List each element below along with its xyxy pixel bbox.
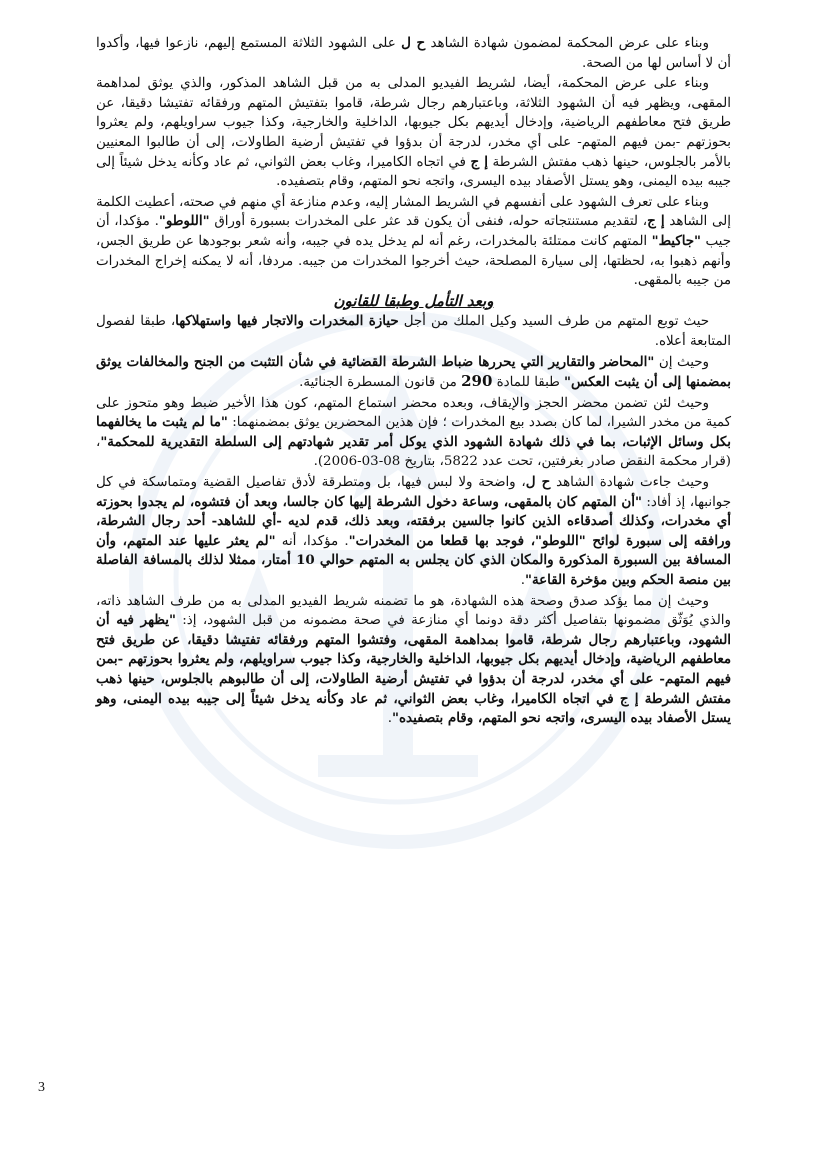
paragraph-2: وبناء على عرض المحكمة، أيضا، لشريط الفيديو المدلى به من قبل الشاهد المذكور، والذي يوثق لمداهمة المقهى، ويظهر فيه أن الشهود الثلاثة، وباعتبارهم رجال شرطة، قاموا بتفتيش المتهم ورفقائه تفتيشا دقيقا، عن طريق فتح معاطفهم الرياضية، وإدخال أيديهم بكل جيوبها، الداخلية والخارجية، وكذا جيوب سراويلهم، ولم يعثروا بحوزتهم -بمن فيهم المتهم- على أي مخدر، لدرجة أن بدؤوا في تفتيش أرضية الطاولات، إلى أن طالبوا المعنيين بالأمر بالجلوس، حينها ذهب مفتش الشرطة إ ج في اتجاه الكاميرا، وغاب بعض الثواني، ثم عاد وكأنه يدخل شيئاً إلى جيبه بيده اليمنى، وهو يستل الأصفاد بيده اليسرى، واتجه نحو المتهم، وقام بتصفيده. (96, 76, 731, 190)
judgment-page-body (96, 34, 731, 729)
paragraph-5: حيث توبع المتهم من طرف السيد وكيل الملك من أجل حيازة المخدرات والاتجار فيها واستهلاكها، طبقا لفصول المتابعة أعلاه. (96, 313, 731, 349)
paragraph-3: وبناء على تعرف الشهود على أنفسهم في الشريط المشار إليه، وعدم منازعة أي منهم في صحته، أعطيت الكلمة إلى الشاهد إ ج، لتقديم مستنتجاته حوله، فنفى أن يكون قد عثر على المخدرات بسبورة أوراق "اللوطو". مؤكدا، أن جيب "جاكيط" المتهم كانت ممتلئة بالمخدرات، رغم أنه لم يدخل يده في جيبه، وأنه شعر بوجودها عن طريق الجس، وأنهم ذهبوا به، لحظتها، إلى سيارة المصلحة، حيث أخرجوا المخدرات من جيبه. مردفا، أنه لا يمكنه إخراج المخدرات من جيبه بالمقهى. (96, 194, 731, 289)
paragraph-7: وحيث لئن تضمن محضر الحجز والإيقاف، وبعده محضر استماع المتهم، كون هذا الأخير ضبط وهو متحوز على كمية من مخدر الشيرا، لما كان بصدد بيع المخدرات ؛ فإن هذين المحضرين يوثق بمضمنهما: "ما لم يثبت ما يخالفهما بكل وسائل الإثبات، بما في ذلك شهادة الشهود الذي يوكل أمر تقدير شهادتهم إلى السلطة التقديرية للمحكمة"، (قرار محكمة النقض صادر بغرفتين، تحت عدد 5822، بتاريخ 08-03-2006). (96, 395, 731, 470)
page-number: 3 (38, 1080, 45, 1095)
paragraph-9: وحيث إن مما يؤكد صدق وصحة هذه الشهادة، هو ما تضمنه شريط الفيديو المدلى به من طرف الشاهد ذاته، والذي يُوَثّق مضمونها بتفاصيل أكثر دقة دونما أي منازعة في صحة مضمونه من قبل الشهود، إذ: "يظهر فيه أن الشهود، وباعتبارهم رجال شرطة، قاموا بمداهمة المقهى، وفتشوا المتهم ورفقائه تفتيشا دقيقا، عن طريق فتح معاطفهم الرياضية، وإدخال أيديهم بكل جيوبها، الداخلية والخارجية، وكذا جيوب سراويلهم، ولم يعثروا بحوزتهم -بمن فيهم المتهم- على أي مخدر، لدرجة أن بدؤوا في تفتيش أرضية الطاولات، إلى أن طالبوهم بالجلوس، حينها ذهب مفتش الشرطة إ ج في اتجاه الكاميرا، وغاب بعض الثواني، ثم عاد وكأنه يدخل شيئاً إلى جيبه بيده اليمنى، وهو يستل الأصفاد بيده اليسرى، واتجه نحو المتهم، وقام بتصفيده". (96, 593, 731, 727)
paragraph-6: وحيث إن "المحاضر والتقارير التي يحررها ضباط الشرطة القضائية في شأن التثبت من الجنح والمخالفات يوثق بمضمنها إلى أن يثبت العكس" طبقا للمادة 290 من قانون المسطرة الجنائية. (96, 353, 731, 391)
section-heading: وبعد التأمل وطبقا للقانون (333, 291, 494, 310)
paragraph-1: وبناء على عرض المحكمة لمضمون شهادة الشاهد ح ل على الشهود الثلاثة المستمع إليهم، نازعوا فيها، وأكدوا أن لا أساس لها من الصحة. (96, 35, 731, 71)
paragraph-8: وحيث جاءت شهادة الشاهد ح ل، واضحة ولا لبس فيها، بل ومتطرقة لأدق تفاصيل القضية ومتماسكة في كل جوانبها، إذ أفاد: "أن المتهم كان بالمقهى، وساعة دخول الشرطة إليها كان جالسا، وبعد أن فتشوه، لم يجدوا بحوزته أي مخدرات، وكذلك أصدقاءه الذين كانوا جالسين برفقته، وبعد ذلك، قدم لديه -أي للشاهد- أحد رجال الشرطة، ورافقه إلى سبورة لوائح "اللوطو"، فوجد بها قطعا من المخدرات". مؤكدا، أنه "لم يعثر عليها عند المتهم، وأن المسافة بين السبورة المذكورة والمكان الذي كان يجلس به المتهم حوالي 10 أمتار، ممثلا لذلك بالمسافة الفاصلة بين منصة الحكم وبين مؤخرة القاعة". (96, 474, 731, 589)
